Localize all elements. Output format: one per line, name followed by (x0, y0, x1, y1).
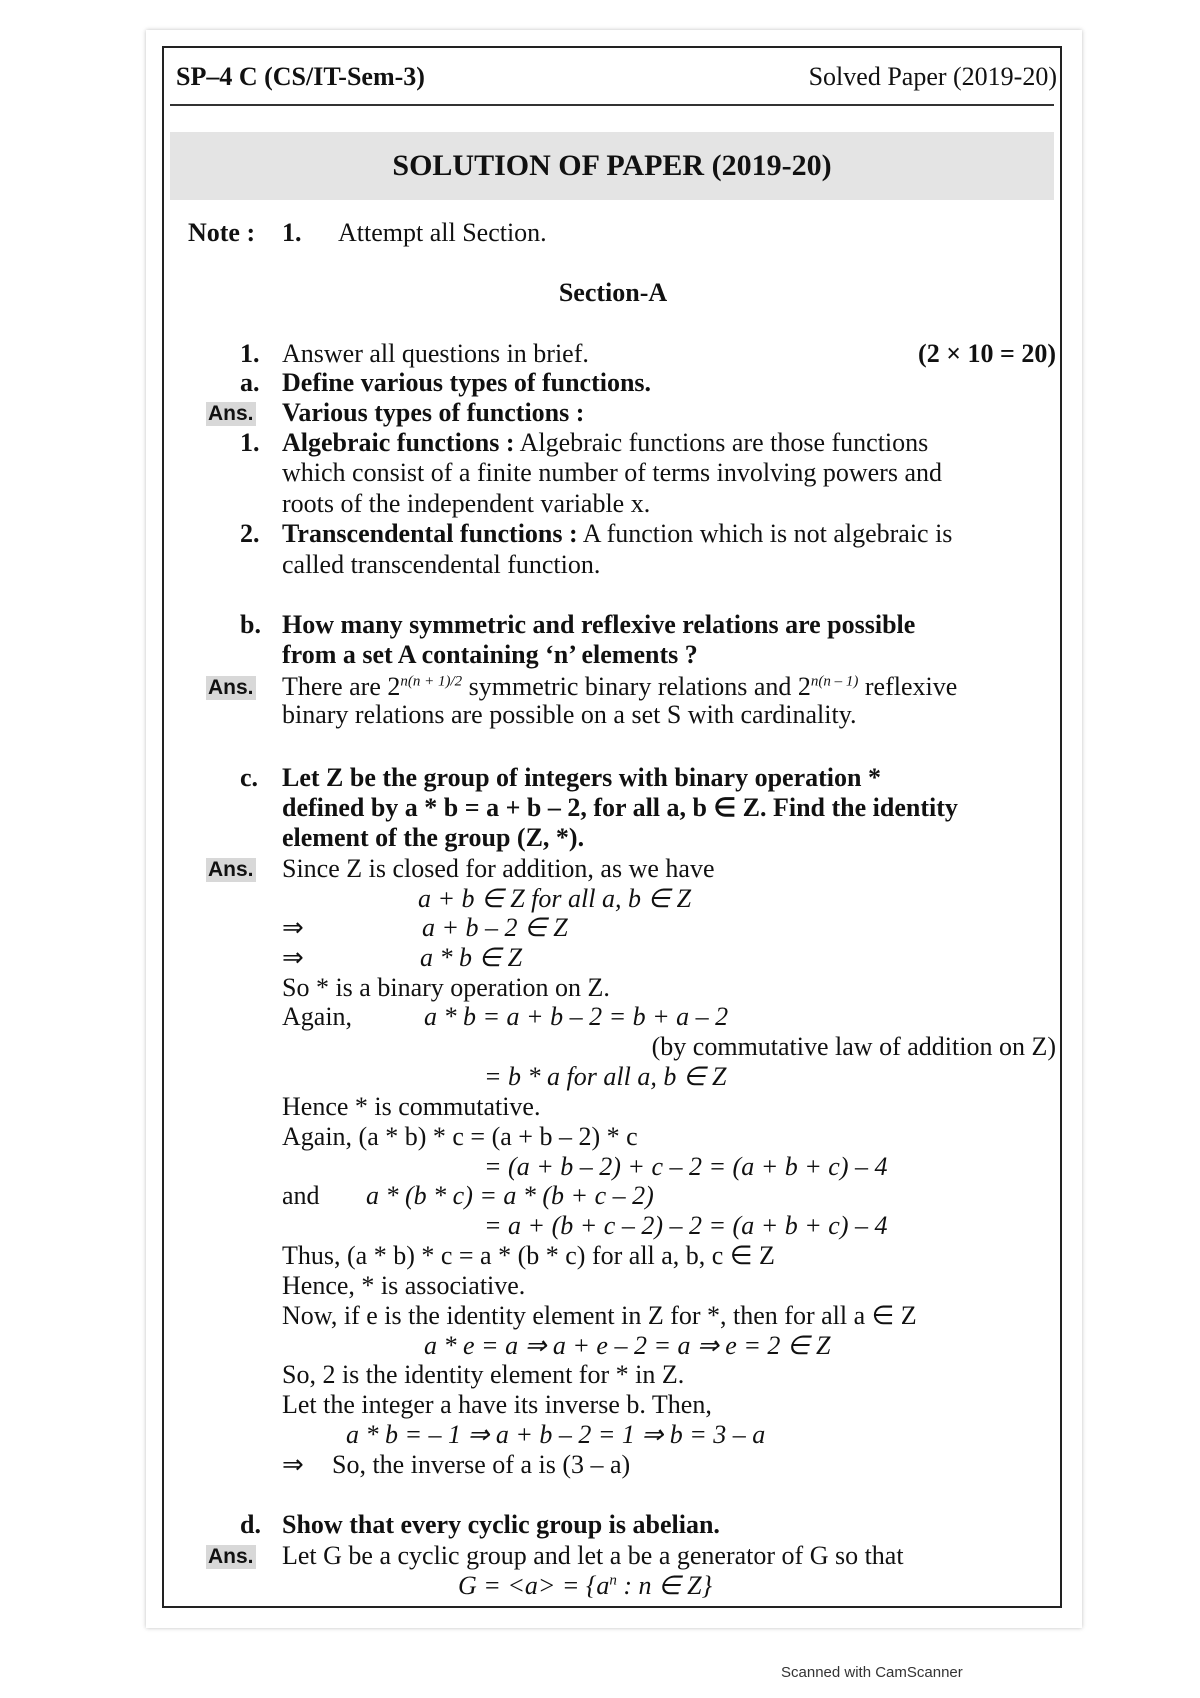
header-paper: Solved Paper (2019-20) (808, 62, 1057, 91)
proof-line: Again, (282, 1002, 353, 1031)
list-item-text: Transcendental functions : A function which is not algebraic is (282, 519, 953, 548)
proof-line: = b * a for all a, b ∈ Z (484, 1062, 727, 1091)
scanner-watermark: Scanned with CamScanner (781, 1664, 963, 1681)
question-b-text: from a set A containing ‘n’ elements ? (282, 640, 698, 669)
answer-a-heading: Various types of functions : (282, 398, 585, 427)
question-c-text: defined by a * b = a + b – 2, for all a, b ∈ Z. Find the identity (282, 793, 958, 822)
proof-line: = a + (b + c – 2) – 2 = (a + b + c) – 4 (484, 1211, 888, 1240)
proof-line: a * b = a + b – 2 = b + a – 2 (424, 1002, 729, 1031)
proof-line: a * b ∈ Z (420, 943, 523, 972)
proof-line: a + b – 2 ∈ Z (422, 913, 568, 942)
answer-d-text: Let G be a cyclic group and let a be a generator of G so that (282, 1541, 904, 1570)
proof-line: Let the integer a have its inverse b. Then, (282, 1390, 712, 1419)
proof-line: a + b ∈ Z for all a, b ∈ Z (418, 884, 692, 913)
list-item-text: which consist of a finite number of terms involving powers and (282, 458, 942, 487)
question-b-text: How many symmetric and reflexive relations are possible (282, 610, 916, 639)
list-item-number: 2. (240, 519, 260, 548)
answer-label: Ans. (208, 1545, 254, 1568)
answer-b-text: binary relations are possible on a set S with cardinality. (282, 700, 857, 729)
proof-line: Hence, * is associative. (282, 1271, 526, 1300)
answer-label: Ans. (208, 402, 254, 425)
question-c-text: Let Z be the group of integers with binary operation * (282, 763, 881, 792)
proof-line: Since Z is closed for addition, as we have (282, 854, 715, 883)
note-label: Note : (188, 218, 256, 247)
header-course: SP–4 C (CS/IT-Sem-3) (176, 62, 425, 91)
list-item-text: roots of the independent variable x. (282, 489, 651, 518)
list-item-number: 1. (240, 428, 260, 457)
proof-line: So * is a binary operation on Z. (282, 973, 610, 1002)
implies-symbol: ⇒ (282, 943, 304, 972)
proof-line: Now, if e is the identity element in Z for *, then for all a ∈ Z (282, 1301, 917, 1330)
proof-line: a * b = – 1 ⇒ a + b – 2 = 1 ⇒ b = 3 – a (346, 1420, 766, 1449)
note-text: Attempt all Section. (338, 218, 547, 247)
proof-line: = (a + b – 2) + c – 2 = (a + b + c) – 4 (484, 1152, 888, 1181)
section-heading: Section-A (558, 278, 668, 307)
answer-label: Ans. (208, 858, 254, 881)
question-b-label: b. (240, 610, 261, 639)
header-divider (170, 104, 1054, 106)
question-c-text: element of the group (Z, *). (282, 823, 585, 852)
proof-line: So, the inverse of a is (3 – a) (332, 1450, 631, 1479)
question-instruction: Answer all questions in brief. (282, 339, 589, 368)
question-a-text: Define various types of functions. (282, 368, 652, 397)
answer-label: Ans. (208, 676, 254, 699)
implies-symbol: ⇒ (282, 1450, 304, 1479)
proof-line: and (282, 1181, 320, 1210)
note-number: 1. (282, 218, 302, 247)
page-title: SOLUTION OF PAPER (2019-20) (392, 149, 832, 182)
question-a-label: a. (240, 368, 260, 397)
list-item-text: called transcendental function. (282, 550, 601, 579)
proof-note: (by commutative law of addition on Z) (651, 1032, 1056, 1061)
proof-line: So, 2 is the identity element for * in Z. (282, 1360, 685, 1389)
marks: (2 × 10 = 20) (918, 339, 1056, 368)
proof-line: Thus, (a * b) * c = a * (b * c) for all a, b, c ∈ Z (282, 1241, 775, 1270)
proof-line: a * e = a ⇒ a + e – 2 = a ⇒ e = 2 ∈ Z (424, 1331, 831, 1360)
question-c-label: c. (240, 763, 259, 792)
proof-line: Hence * is commutative. (282, 1092, 541, 1121)
answer-d-formula: $G = <a> = \{a^n$ : n ∈ Z} (458, 1571, 713, 1600)
question-number: 1. (240, 339, 260, 368)
list-item-text: Algebraic functions : Algebraic functions are those functions (282, 428, 929, 457)
question-d-label: d. (240, 1510, 261, 1539)
implies-symbol: ⇒ (282, 913, 304, 942)
proof-line: a * (b * c) = a * (b + c – 2) (366, 1181, 654, 1210)
proof-line: Again, (a * b) * c = (a + b – 2) * c (282, 1122, 638, 1151)
answer-b-text: There are $2^{n(n + 1)/2}$ symmetric binary relations and $2^{n(n - 1)}$ reflexive (282, 672, 958, 701)
question-d-text: Show that every cyclic group is abelian. (282, 1510, 720, 1539)
